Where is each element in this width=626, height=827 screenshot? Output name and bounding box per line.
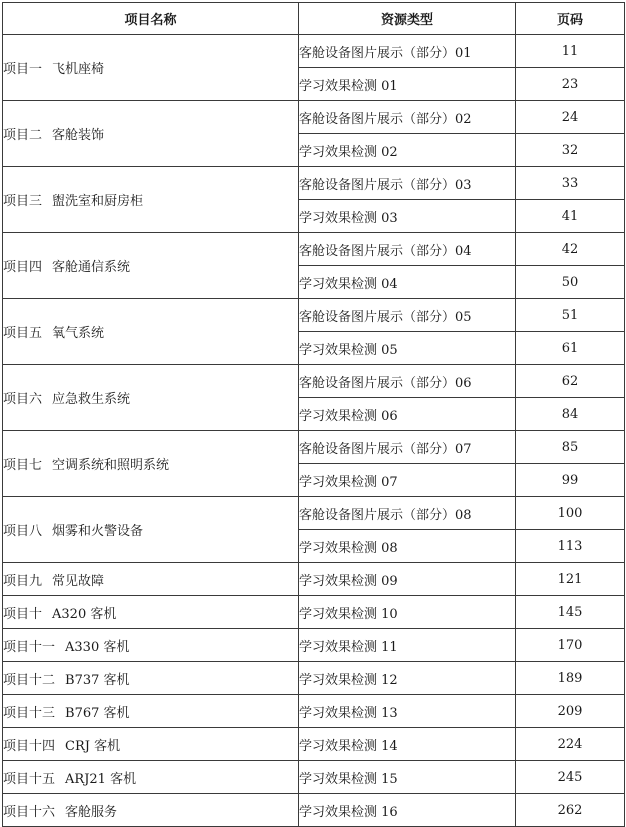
page-number-cell: 23: [516, 68, 625, 101]
project-number: 项目二: [3, 128, 43, 143]
page-number-cell: 51: [516, 299, 625, 332]
project-name-cell: [3, 167, 299, 233]
page-number-cell: 209: [516, 695, 625, 728]
table-header-row: [3, 3, 625, 35]
table-row: [3, 299, 625, 332]
table-row: [3, 365, 625, 398]
project-number: 项目十二: [3, 672, 56, 688]
project-name-cell: [3, 233, 299, 299]
resource-index-table: [2, 2, 625, 827]
resource-type-cell: 客舱设备图片展示（部分）01: [299, 35, 516, 68]
resource-type-cell: 客舱设备图片展示（部分）07: [299, 431, 516, 464]
page-number-cell: 61: [516, 332, 625, 365]
project-name-cell: [3, 761, 299, 794]
page-number-cell: 41: [516, 200, 625, 233]
project-title: 氧气系统: [52, 326, 105, 341]
project-name-cell: [3, 662, 299, 695]
table-row: [3, 563, 625, 596]
table-row: [3, 101, 625, 134]
project-title: 空调系统和照明系统: [52, 458, 170, 473]
resource-type-cell: 客舱设备图片展示（部分）06: [299, 365, 516, 398]
resource-type-cell: 客舱设备图片展示（部分）03: [299, 167, 516, 200]
project-name-cell: [3, 563, 299, 596]
project-name-cell: [3, 497, 299, 563]
project-number: 项目十六: [3, 804, 56, 820]
project-name-cell: [3, 695, 299, 728]
project-name-cell: [3, 629, 299, 662]
page-number-cell: 62: [516, 365, 625, 398]
project-name-cell: [3, 431, 299, 497]
table-row: [3, 497, 625, 530]
column-header-page: 页码: [516, 3, 625, 35]
page-number-cell: 170: [516, 629, 625, 662]
page-number-cell: 11: [516, 35, 625, 68]
page-number-cell: 85: [516, 431, 625, 464]
resource-type-cell: 学习效果检测 05: [299, 332, 516, 365]
table-row: [3, 167, 625, 200]
page-number-cell: 262: [516, 794, 625, 827]
resource-type-cell: 客舱设备图片展示（部分）08: [299, 497, 516, 530]
project-number: 项目九: [3, 573, 43, 589]
column-header-resource-type: 资源类型: [299, 3, 516, 35]
resource-type-cell: 学习效果检测 10: [299, 596, 516, 629]
resource-type-cell: 客舱设备图片展示（部分）04: [299, 233, 516, 266]
project-number: 项目十一: [3, 639, 56, 655]
table-body: [3, 35, 625, 827]
project-title: 飞机座椅: [52, 62, 105, 77]
resource-type-cell: 学习效果检测 08: [299, 530, 516, 563]
resource-type-cell: 学习效果检测 07: [299, 464, 516, 497]
table-row: [3, 431, 625, 464]
page-number-cell: 50: [516, 266, 625, 299]
table-row: [3, 794, 625, 827]
page-number-cell: 224: [516, 728, 625, 761]
table-row: [3, 596, 625, 629]
resource-type-cell: 学习效果检测 01: [299, 68, 516, 101]
table-row: [3, 233, 625, 266]
project-number: 项目六: [3, 392, 43, 407]
project-title: 盥洗室和厨房柜: [52, 194, 144, 209]
project-title: 客舱通信系统: [52, 260, 131, 275]
resource-type-cell: 学习效果检测 12: [299, 662, 516, 695]
resource-type-cell: 学习效果检测 03: [299, 200, 516, 233]
project-number: 项目七: [3, 458, 43, 473]
project-number: 项目四: [3, 260, 43, 275]
project-name-cell: [3, 596, 299, 629]
project-name-cell: [3, 35, 299, 101]
table-row: [3, 695, 625, 728]
project-title: A330 客机: [65, 639, 130, 655]
page-number-cell: 24: [516, 101, 625, 134]
project-name-cell: [3, 794, 299, 827]
resource-type-cell: 学习效果检测 04: [299, 266, 516, 299]
resource-type-cell: 学习效果检测 06: [299, 398, 516, 431]
page-number-cell: 33: [516, 167, 625, 200]
resource-type-cell: 学习效果检测 09: [299, 563, 516, 596]
project-number: 项目八: [3, 524, 43, 539]
resource-type-cell: 客舱设备图片展示（部分）05: [299, 299, 516, 332]
project-number: 项目十: [3, 606, 43, 622]
project-title: B737 客机: [65, 672, 130, 688]
project-number: 项目一: [3, 62, 43, 77]
page-number-cell: 99: [516, 464, 625, 497]
project-number: 项目三: [3, 194, 43, 209]
project-title: ARJ21 客机: [65, 771, 137, 787]
project-title: 应急救生系统: [52, 392, 131, 407]
project-title: CRJ 客机: [65, 738, 121, 754]
resource-type-cell: 学习效果检测 13: [299, 695, 516, 728]
table-row: [3, 629, 625, 662]
resource-type-cell: 学习效果检测 15: [299, 761, 516, 794]
resource-type-cell: 学习效果检测 14: [299, 728, 516, 761]
page-number-cell: 100: [516, 497, 625, 530]
page-number-cell: 245: [516, 761, 625, 794]
table-row: [3, 35, 625, 68]
project-name-cell: [3, 101, 299, 167]
project-number: 项目十三: [3, 705, 56, 721]
project-number: 项目十五: [3, 771, 56, 787]
project-name-cell: [3, 728, 299, 761]
resource-type-cell: 学习效果检测 02: [299, 134, 516, 167]
resource-type-cell: 学习效果检测 11: [299, 629, 516, 662]
project-title: 客舱装饰: [52, 128, 105, 143]
table-row: [3, 761, 625, 794]
project-title: 常见故障: [52, 573, 105, 589]
page-number-cell: 84: [516, 398, 625, 431]
table-row: [3, 662, 625, 695]
page-number-cell: 189: [516, 662, 625, 695]
page-number-cell: 42: [516, 233, 625, 266]
project-title: B767 客机: [65, 705, 130, 721]
page-number-cell: 121: [516, 563, 625, 596]
project-name-cell: [3, 365, 299, 431]
project-title: A320 客机: [52, 606, 117, 622]
resource-type-cell: 客舱设备图片展示（部分）02: [299, 101, 516, 134]
table-row: [3, 728, 625, 761]
project-number: 项目十四: [3, 738, 56, 754]
resource-type-cell: 学习效果检测 16: [299, 794, 516, 827]
project-title: 客舱服务: [65, 804, 118, 820]
project-title: 烟雾和火警设备: [52, 524, 144, 539]
page-number-cell: 113: [516, 530, 625, 563]
column-header-project: 项目名称: [3, 3, 299, 35]
page-number-cell: 145: [516, 596, 625, 629]
project-number: 项目五: [3, 326, 43, 341]
project-name-cell: [3, 299, 299, 365]
page-number-cell: 32: [516, 134, 625, 167]
